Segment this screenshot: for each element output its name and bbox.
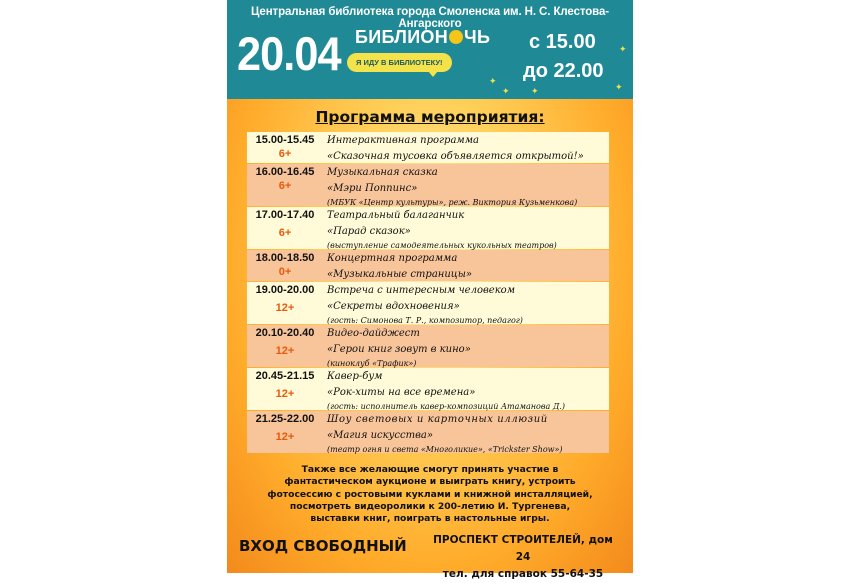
schedule-row	[247, 132, 609, 163]
schedule-row	[247, 325, 609, 367]
age-rating: 0+	[278, 266, 292, 278]
event-title: «Рок-хиты на все времена»	[327, 387, 476, 398]
schedule-row	[247, 282, 609, 324]
event-type: Интерактивная программа	[327, 135, 479, 146]
event-time: 21.25-22.00	[255, 413, 315, 425]
event-note: (МБУК «Центр культуры», реж. Виктория Кузьменкова)	[327, 198, 578, 207]
age-rating: 12+	[275, 431, 295, 443]
event-date: 20.04	[237, 27, 341, 80]
event-title: «Мэри Поппинс»	[327, 183, 418, 194]
event-type: Встреча с интересным человеком	[327, 285, 515, 296]
event-title: «Магия искусства»	[327, 430, 434, 441]
schedule-row	[247, 250, 609, 281]
event-note: (гость: Симонова Т. Р., композитор, педагог)	[327, 316, 523, 325]
additional-activities	[267, 464, 593, 525]
event-type: Шоу световых и карточных иллюзий	[327, 414, 548, 425]
schedule-table	[247, 132, 609, 454]
age-rating: 6+	[278, 148, 292, 160]
phone: тел. для справок 55-64-35	[442, 568, 604, 580]
sparkle-icon: ✦	[489, 77, 497, 87]
program-title: Программа мероприятия:	[315, 108, 545, 126]
event-time: 18.00-18.50	[255, 252, 315, 264]
event-note: (выступление самодеятельных кукольных театров)	[327, 241, 557, 250]
poster-header	[227, 0, 633, 99]
address-block	[425, 532, 621, 583]
event-title: «Парад сказок»	[327, 226, 411, 237]
age-rating: 6+	[278, 180, 292, 192]
sparkle-icon: ✦	[502, 87, 510, 97]
footer-line: Также все желающие смогут принять участие в	[301, 464, 559, 475]
slogan-bubble: Я ИДУ В БИБЛИОТЕКУ!	[347, 53, 452, 72]
time-to: до 22.00	[523, 60, 604, 82]
schedule-row	[247, 207, 609, 249]
footer-line: посмотреть видеоролики к 200-летию И. Тургенева,	[289, 500, 571, 512]
event-type: Театральный балаганчик	[327, 210, 465, 221]
sparkle-icon: ✦	[531, 87, 539, 97]
event-poster	[227, 0, 633, 580]
free-entry: ВХОД СВОБОДНЫЙ	[239, 537, 407, 555]
footer-line: фотосессию с ростовыми куклами и книжной инсталляцией,	[267, 488, 593, 500]
library-name: Центральная библиотека города Смоленска им. Н. С. Клестова-Ангарского	[250, 6, 610, 30]
moon-icon	[449, 30, 463, 44]
event-time: 15.00-15.45	[255, 134, 315, 146]
event-title: «Музыкальные страницы»	[327, 269, 473, 280]
schedule-row	[247, 368, 609, 410]
event-title: «Секреты вдохновения»	[327, 301, 460, 312]
event-note: (театр огня и света «Многоликие», «Trickster Show»)	[327, 445, 563, 454]
brand-logo	[355, 27, 490, 48]
brand-text-left: БИБЛИОН	[355, 27, 449, 47]
event-type: Концертная программа	[327, 253, 458, 264]
event-note: (гость: исполнитель кавер-композиций Атаманова Д.)	[327, 402, 566, 411]
age-rating: 6+	[278, 227, 292, 239]
event-time: 20.45-21.15	[255, 370, 315, 382]
age-rating: 12+	[275, 345, 295, 357]
event-type: Музыкальная сказка	[327, 167, 438, 178]
event-type: Кавер-бум	[327, 371, 383, 382]
schedule-row	[247, 411, 609, 453]
address: ПРОСПЕКТ СТРОИТЕЛЕЙ, дом 24	[433, 534, 613, 563]
event-title: «Сказочная тусовка объявляется открытой!»	[327, 151, 584, 162]
age-rating: 12+	[275, 302, 295, 314]
time-from: с 15.00	[529, 31, 596, 53]
age-rating: 12+	[275, 388, 295, 400]
schedule-row	[247, 164, 609, 206]
event-title: «Герои книг зовут в кино»	[327, 344, 471, 355]
event-time: 17.00-17.40	[255, 209, 315, 221]
event-note: (киноклуб «Трафик»)	[327, 359, 417, 368]
sparkle-icon: ✦	[619, 45, 627, 55]
footer-line: выставки книг, поиграть в настольные игры.	[310, 513, 550, 525]
event-time: 19.00-20.00	[255, 284, 315, 296]
brand-text-right: ЧЬ	[464, 27, 491, 47]
event-type: Видео-дайджест	[327, 328, 420, 339]
footer-line: фантастическом аукционе и выиграть книгу, устроить	[284, 476, 576, 488]
event-time: 16.00-16.45	[255, 166, 315, 178]
sparkle-icon: ✦	[615, 83, 623, 93]
event-time: 20.10-20.40	[255, 327, 315, 339]
